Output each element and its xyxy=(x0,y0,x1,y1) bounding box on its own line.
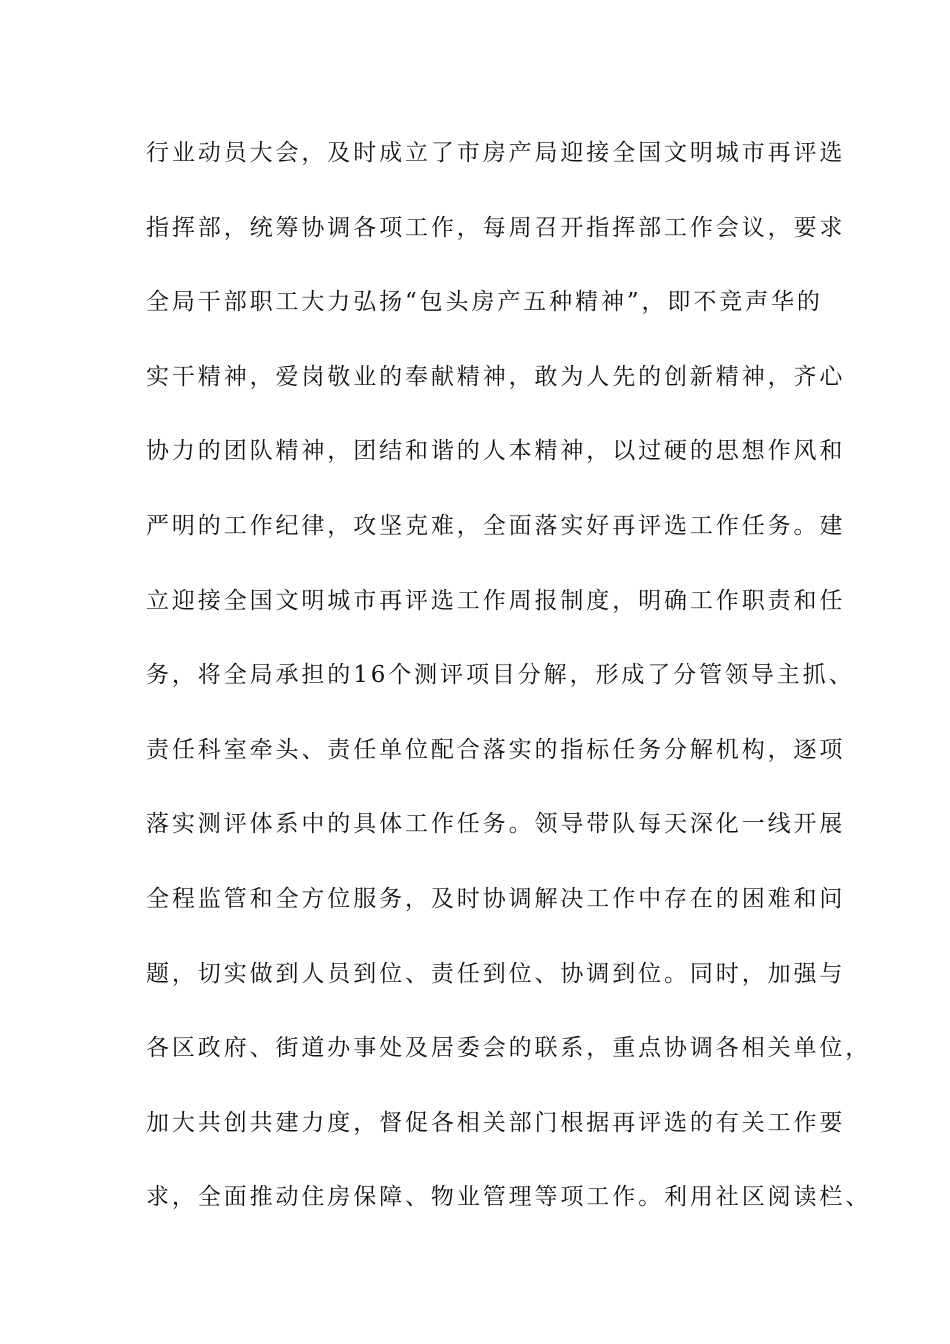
text-line: 题，切实做到人员到位、责任到位、协调到位。同时，加强与 xyxy=(146,960,846,987)
text-line: 实干精神，爱岗敬业的奉献精神，敢为人先的创新精神，齐心 xyxy=(146,363,846,390)
body-text xyxy=(146,131,872,1250)
text-line: 严明的工作纪律，攻坚克难，全面落实好再评选工作任务。建 xyxy=(146,512,846,539)
text-line: 指挥部，统筹协调各项工作，每周召开指挥部工作会议，要求 xyxy=(146,214,846,241)
text-line: 责任科室牵头、责任单位配合落实的指标任务分解机构，逐项 xyxy=(146,736,846,763)
text-line: 全局干部职工大力弘扬“包头房产五种精神”，即不竞声华的 xyxy=(146,289,823,316)
text-line: 全程监管和全方位服务，及时协调解决工作中存在的困难和问 xyxy=(146,885,846,912)
text-line: 行业动员大会，及时成立了市房产局迎接全国文明城市再评选 xyxy=(146,140,846,166)
text-line: 立迎接全国文明城市再评选工作周报制度，明确工作职责和任 xyxy=(146,587,846,614)
text-line: 务，将全局承担的16个测评项目分解，形成了分管领导主抓、 xyxy=(146,662,855,689)
text-line: 落实测评体系中的具体工作任务。领导带队每天深化一线开展 xyxy=(146,811,846,838)
text-line: 加大共创共建力度，督促各相关部门根据再评选的有关工作要 xyxy=(146,1109,846,1136)
text-line: 求，全面推动住房保障、物业管理等项工作。利用社区阅读栏、 xyxy=(146,1184,872,1211)
text-line: 各区政府、街道办事处及居委会的联系，重点协调各相关单位， xyxy=(146,1035,872,1062)
text-line: 协力的团队精神，团结和谐的人本精神，以过硬的思想作风和 xyxy=(146,438,846,465)
